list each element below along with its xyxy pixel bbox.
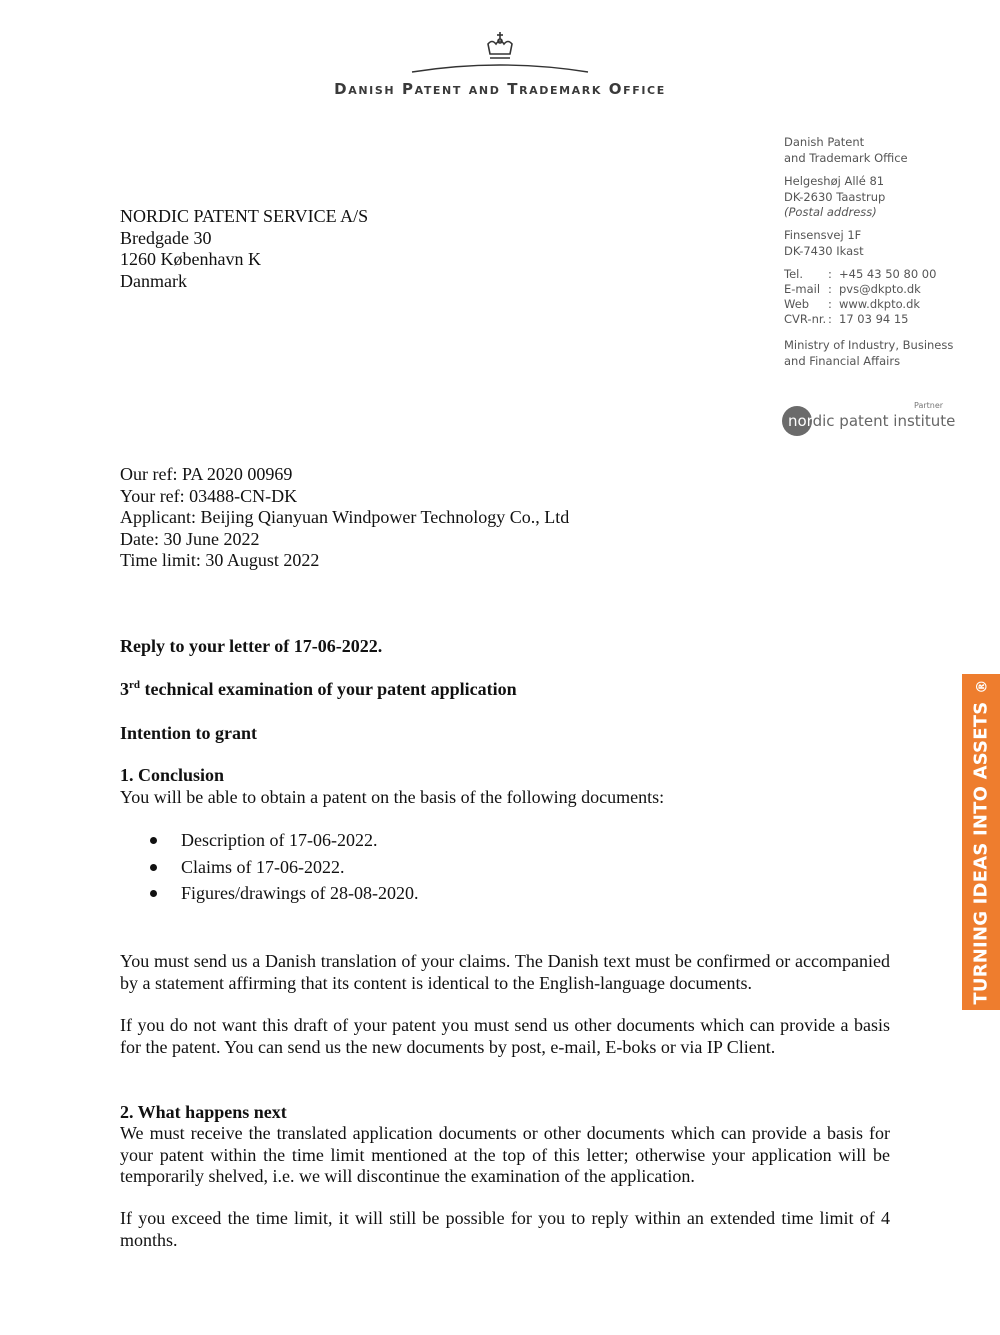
letter-date: Date: 30 June 2022 bbox=[120, 528, 260, 549]
sidebar-contacts bbox=[784, 267, 936, 327]
npi-logo-highlight: nor bbox=[788, 412, 813, 430]
addressee-block bbox=[120, 206, 368, 292]
applicant: Applicant: Beijing Qianyuan Windpower Technology Co., Ltd bbox=[120, 507, 570, 527]
postal-line: DK-2630 Taastrup bbox=[784, 189, 886, 204]
ministry-line: and Financial Affairs bbox=[784, 353, 901, 368]
list-item: Description of 17-06-2022. bbox=[150, 827, 418, 854]
your-ref: Your ref: 03488-CN-DK bbox=[120, 485, 298, 506]
sidebar-branch-address bbox=[784, 228, 864, 259]
section1-intro: You will be able to obtain a patent on the basis of the following documents: bbox=[120, 787, 665, 807]
addressee-line: 1260 København K bbox=[120, 249, 261, 269]
postal-note: (Postal address) bbox=[784, 205, 877, 219]
office-name: Danish Patent and Trademark Office bbox=[334, 80, 666, 98]
postal-line: Helgeshøj Allé 81 bbox=[784, 174, 885, 188]
addressee-line: NORDIC PATENT SERVICE A/S bbox=[120, 206, 369, 226]
npi-logo-text bbox=[788, 410, 955, 432]
section2-heading: 2. What happens next bbox=[120, 1102, 287, 1122]
contact-row bbox=[784, 282, 936, 297]
contact-value: +45 43 50 80 00 bbox=[839, 267, 937, 281]
contact-label: CVR-nr. bbox=[784, 312, 827, 326]
partner-label: Partner bbox=[914, 401, 944, 410]
contact-label: Tel. bbox=[784, 267, 803, 281]
sidebar-office-name bbox=[784, 135, 908, 166]
sidebar-postal-address bbox=[784, 174, 885, 221]
translation-paragraph: You must send us a Danish translation of your claims. The Danish text must be confirmed or accompanied by a statement affirming that its content is identical to the English-language documents. bbox=[120, 951, 890, 993]
time-limit-paragraph: If you exceed the time limit, it will still be possible for you to reply within an extended time limit of 4 months. bbox=[120, 1208, 890, 1250]
addressee-line: Danmark bbox=[120, 270, 187, 291]
contact-value: 17 03 94 15 bbox=[839, 312, 909, 326]
list-item: Claims of 17-06-2022. bbox=[150, 854, 418, 881]
exam-ordinal: 3 bbox=[120, 679, 129, 699]
slogan-text bbox=[971, 679, 992, 1004]
next-steps-paragraph: We must receive the translated application documents or other documents which can provide a basis for your patent within the time limit mentioned at the top of this letter; otherwise your application will be temporarily shelved, i.e. we will discontinue the examination of the application. bbox=[120, 1123, 890, 1186]
logo-arc-line bbox=[410, 60, 590, 74]
email-link[interactable]: pvs@dkpto.dk bbox=[839, 282, 921, 296]
exam-heading bbox=[120, 679, 517, 700]
registered-mark: ® bbox=[974, 679, 991, 694]
contact-label: Web bbox=[784, 297, 810, 311]
exam-heading-text: technical examination of your patent application bbox=[140, 679, 517, 699]
contact-sep: : bbox=[828, 297, 832, 311]
ministry-line: Ministry of Industry, Business bbox=[784, 338, 954, 352]
reference-block bbox=[120, 464, 569, 572]
contact-row bbox=[784, 267, 936, 282]
sidebar-office-line: Danish Patent bbox=[784, 135, 865, 149]
section1-heading: 1. Conclusion bbox=[120, 765, 225, 785]
exam-ordinal-suffix: rd bbox=[129, 679, 140, 691]
our-ref: Our ref: PA 2020 00969 bbox=[120, 464, 293, 484]
contact-sep: : bbox=[828, 267, 832, 281]
contact-sep: : bbox=[828, 312, 832, 326]
list-item: Figures/drawings of 28-08-2020. bbox=[150, 880, 418, 907]
contact-row bbox=[784, 297, 936, 312]
web-link[interactable]: www.dkpto.dk bbox=[839, 297, 921, 311]
slogan-label: TURNING IDEAS INTO ASSETS bbox=[970, 701, 992, 1005]
branch-line: Finsensvej 1F bbox=[784, 228, 862, 242]
contact-sep: : bbox=[828, 282, 832, 296]
time-limit: Time limit: 30 August 2022 bbox=[120, 550, 320, 570]
sidebar-office-line: and Trademark Office bbox=[784, 150, 908, 165]
contact-row bbox=[784, 312, 936, 327]
npi-logo-rest: dic patent institute bbox=[812, 412, 956, 430]
intention-heading: Intention to grant bbox=[120, 723, 258, 743]
slogan-banner bbox=[962, 674, 1000, 1010]
contact-label: E-mail bbox=[784, 282, 821, 296]
reply-heading: Reply to your letter of 17-06-2022. bbox=[120, 636, 383, 656]
documents-list bbox=[150, 827, 418, 907]
sidebar-ministry bbox=[784, 338, 953, 369]
branch-line: DK-7430 Ikast bbox=[784, 243, 864, 258]
draft-paragraph: If you do not want this draft of your patent you must send us other documents which can provide a basis for the patent. You can send us the new documents by post, e-mail, E-boks or via IP Client. bbox=[120, 1015, 890, 1057]
addressee-line: Bredgade 30 bbox=[120, 227, 212, 248]
